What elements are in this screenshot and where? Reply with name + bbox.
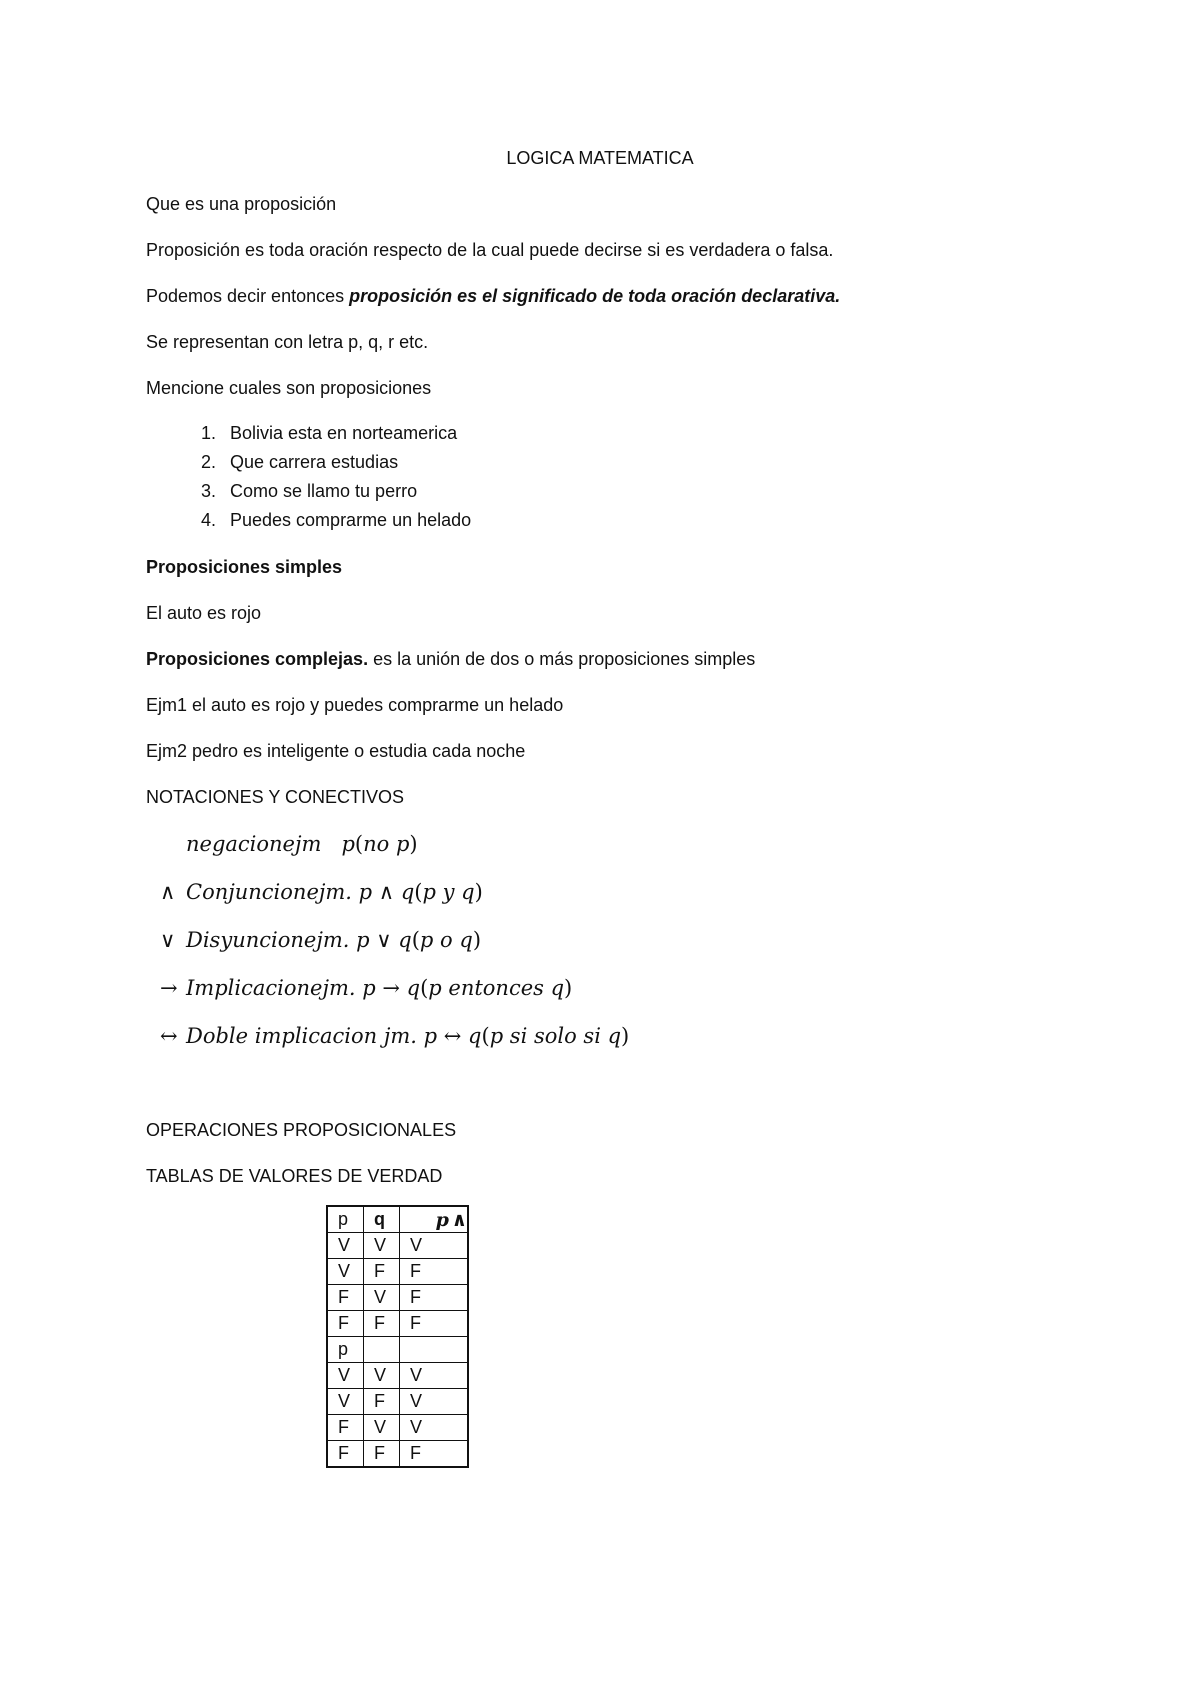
connective-expr: p ∧ q: [358, 880, 415, 904]
connective-disjunction: ∨ Disyuncionejm. p ∨ q(p o q): [160, 928, 482, 952]
table-cell: F: [327, 1285, 364, 1311]
table-cell: F: [364, 1389, 400, 1415]
table-header-row: [327, 1206, 468, 1233]
table-cell: F: [400, 1259, 469, 1285]
connective-meaning: p entonces q: [428, 976, 565, 1000]
connective-expr: p: [341, 832, 355, 856]
table-cell: V: [327, 1363, 364, 1389]
table-cell: F: [400, 1441, 469, 1468]
list-number: 3.: [200, 481, 216, 501]
list-item: [180, 481, 417, 502]
definition-text: Proposición es toda oración respecto de la cual puede decirse si es verdadera o falsa.: [146, 240, 834, 260]
table-cell: F: [364, 1441, 400, 1468]
table-cell: F: [400, 1285, 469, 1311]
table-row: [327, 1415, 468, 1441]
represent-text: Se representan con letra p, q, r etc.: [146, 332, 429, 352]
ejm2-text: Ejm2 pedro es inteligente o estudia cada noche: [146, 741, 526, 761]
table-cell: V: [400, 1389, 469, 1415]
connective-meaning: no p: [363, 832, 410, 856]
header-cell: p: [327, 1206, 364, 1233]
table-row: [327, 1363, 468, 1389]
declarative-prefix: Podemos decir entonces: [146, 286, 350, 306]
connective-meaning: p si solo si q: [489, 1024, 622, 1048]
connective-name: Doble implicacion jm.: [186, 1024, 417, 1048]
table-cell: F: [400, 1311, 469, 1337]
table-cell: V: [364, 1415, 400, 1441]
complex-text: [146, 649, 755, 670]
list-text: Como se llamo tu perro: [230, 481, 418, 501]
mention-text: Mencione cuales son proposiciones: [146, 378, 432, 398]
connective-meaning: p o q: [419, 928, 473, 952]
connective-expr: p → q: [362, 976, 421, 1000]
connective-expr: p ↔ q: [423, 1024, 482, 1048]
header-cell: q: [364, 1206, 400, 1233]
list-number: 4.: [200, 510, 216, 530]
question-heading: Que es una proposición: [146, 194, 337, 214]
operations-heading: OPERACIONES PROPOSICIONALES: [146, 1120, 457, 1140]
table-cell: V: [400, 1233, 469, 1259]
table-cell: F: [327, 1415, 364, 1441]
table-row: [327, 1233, 468, 1259]
table-cell: V: [400, 1363, 469, 1389]
list-text: Que carrera estudias: [230, 452, 399, 472]
table-cell: V: [364, 1233, 400, 1259]
declarative-emphasis: proposición es el significado de toda oración declarativa.: [349, 286, 841, 306]
table-cell: F: [364, 1311, 400, 1337]
tables-heading: TABLAS DE VALORES DE VERDAD: [146, 1166, 443, 1186]
simple-heading: Proposiciones simples: [146, 557, 343, 577]
or-icon: ∨: [160, 928, 176, 952]
ejm1-text: Ejm1 el auto es rojo y puedes comprarme un helado: [146, 695, 564, 715]
table-cell: F: [327, 1441, 364, 1468]
list-item: [180, 510, 471, 531]
table-cell: F: [327, 1311, 364, 1337]
connective-name: negacionejm: [186, 832, 322, 856]
table-row: [327, 1441, 468, 1468]
connective-implication: → Implicacionejm. p → q(p entonces q): [160, 976, 573, 1000]
complex-heading: Proposiciones complejas.: [146, 649, 369, 669]
list-text: Puedes comprarme un helado: [230, 510, 472, 530]
declarative-text: [146, 286, 840, 307]
connective-name: Disyuncionejm.: [186, 928, 350, 952]
truth-table: [326, 1205, 469, 1468]
arrow-both-icon: ↔: [160, 1024, 178, 1048]
list-number: 1.: [200, 423, 216, 443]
table-cell: V: [327, 1389, 364, 1415]
connective-name: Conjuncionejm.: [186, 880, 352, 904]
list-text: Bolivia esta en norteamerica: [230, 423, 458, 443]
list-number: 2.: [200, 452, 216, 472]
table-cell: p: [327, 1337, 364, 1363]
table-row: [327, 1285, 468, 1311]
notations-heading: NOTACIONES Y CONECTIVOS: [146, 787, 405, 807]
table-row: [327, 1389, 468, 1415]
table-cell: V: [400, 1415, 469, 1441]
and-icon: ∧: [160, 880, 176, 904]
complex-description: es la unión de dos o más proposiciones simples: [368, 649, 756, 669]
list-item: [180, 452, 398, 473]
header-cell: p ∧: [400, 1206, 469, 1233]
page-title: LOGICA MATEMATICA: [506, 148, 694, 168]
connective-negation: negacionejm p(no p): [186, 832, 418, 856]
table-cell: V: [364, 1363, 400, 1389]
table-row: [327, 1337, 468, 1363]
table-cell: V: [327, 1233, 364, 1259]
table-cell: V: [364, 1285, 400, 1311]
table-row: [327, 1259, 468, 1285]
connective-conjunction: ∧ Conjuncionejm. p ∧ q(p y q): [160, 880, 483, 904]
arrow-right-icon: →: [160, 976, 178, 1000]
connective-biconditional: ↔ Doble implicacion jm. p ↔ q(p si solo si q): [160, 1024, 630, 1048]
table-row: [327, 1311, 468, 1337]
table-cell: [364, 1337, 400, 1363]
list-item: [180, 423, 457, 444]
table-cell: [400, 1337, 469, 1363]
table-cell: F: [364, 1259, 400, 1285]
connective-name: Implicacionejm.: [186, 976, 356, 1000]
table-cell: V: [327, 1259, 364, 1285]
connective-expr: p ∨ q: [356, 928, 412, 952]
connective-meaning: p y q: [422, 880, 475, 904]
simple-example: El auto es rojo: [146, 603, 262, 623]
